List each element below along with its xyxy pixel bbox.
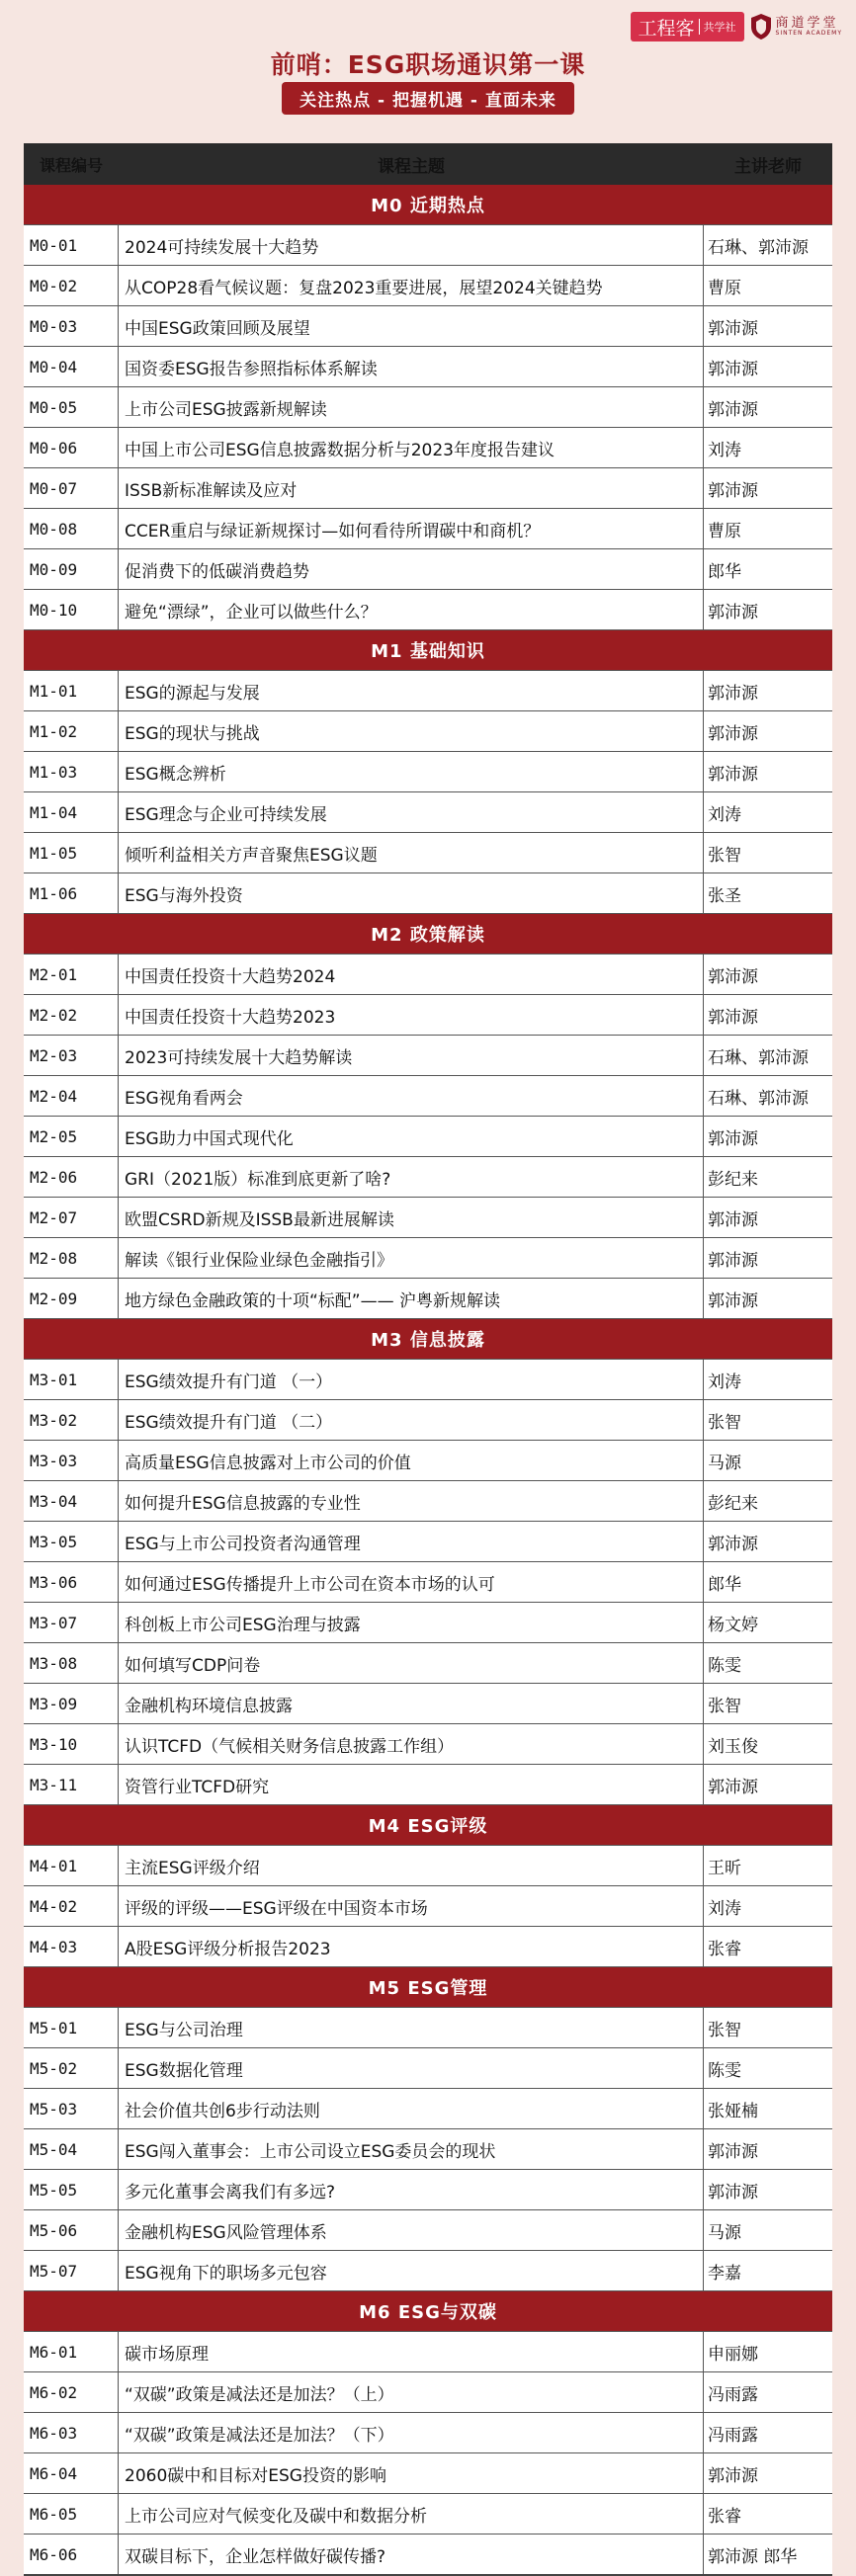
course-id: M4-02 [24,1886,119,1926]
table-row [24,2129,832,2170]
course-topic: ESG概念辨析 [119,752,704,791]
table-row [24,266,832,306]
course-teacher: 郭沛源 [708,683,758,704]
course-topic: ESG与上市公司投资者沟通管理 [119,1522,704,1561]
course-teacher: 刘涛 [708,804,741,825]
table-row [24,1279,832,1319]
course-teacher: 张睿 [708,2506,741,2527]
course-topic: 上市公司ESG披露新规解读 [119,387,704,427]
course-id: M2-07 [24,1198,119,1237]
course-topic: A股ESG评级分析报告2023 [119,1927,704,1966]
course-id: M5-03 [24,2089,119,2128]
table-row [24,2453,832,2494]
table-row [24,1076,832,1117]
course-teacher: 张智 [708,1696,741,1716]
table-row [24,1441,832,1481]
section-header: M5 ESG管理 [24,1967,832,2008]
course-id: M0-08 [24,509,119,548]
course-topic: GRI（2021版）标准到底更新了啥? [119,1157,704,1197]
course-topic: 资管行业TCFD研究 [119,1765,704,1804]
course-topic: 如何通过ESG传播提升上市公司在资本市场的认可 [119,1562,704,1602]
course-topic: 从COP28看气候议题：复盘2023重要进展，展望2024关键趋势 [119,266,704,305]
course-topic: ESG的源起与发展 [119,671,704,710]
table-row [24,1927,832,1967]
course-topic: 促消费下的低碳消费趋势 [119,549,704,589]
table-header [24,143,832,185]
course-id: M6-06 [24,2534,119,2574]
table-row [24,711,832,752]
course-topic: 如何填写CDP问卷 [119,1643,704,1683]
table-row [24,2048,832,2089]
course-teacher: 曹原 [708,521,741,541]
page-subtitle: 关注热点 - 把握机遇 - 直面未来 [282,82,574,115]
course-id: M0-03 [24,306,119,346]
course-topic: 评级的评级——ESG评级在中国资本市场 [119,1886,704,1926]
table-row [24,1522,832,1562]
course-teacher: 张智 [708,1412,741,1433]
table-row [24,671,832,711]
course-topic: 双碳目标下，企业怎样做好碳传播? [119,2534,704,2574]
course-topic: ESG视角下的职场多元包容 [119,2251,704,2290]
course-teacher: 彭纪来 [708,1169,758,1190]
table-row [24,306,832,347]
course-teacher: 杨文婷 [708,1615,758,1635]
course-topic: 主流ESG评级介绍 [119,1846,704,1885]
table-row [24,1765,832,1805]
course-topic: 中国ESG政策回顾及展望 [119,306,704,346]
course-id: M3-11 [24,1765,119,1804]
course-id: M1-06 [24,873,119,913]
course-teacher: 刘涛 [708,1371,741,1392]
course-teacher: 刘涛 [708,1898,741,1919]
brand-name: 工程客 [638,17,695,40]
course-teacher: 郭沛源 [708,966,758,987]
course-id: M1-02 [24,711,119,751]
course-teacher: 郭沛源 郎华 [708,2546,798,2567]
course-teacher: 张睿 [708,1939,741,1959]
course-topic: 2060碳中和目标对ESG投资的影响 [119,2453,704,2493]
course-id: M5-02 [24,2048,119,2088]
course-id: M0-09 [24,549,119,589]
course-id: M6-04 [24,2453,119,2493]
section-header: M1 基础知识 [24,630,832,671]
course-id: M0-05 [24,387,119,427]
brand-sub: 共学社 [699,19,736,35]
course-topic: 金融机构环境信息披露 [119,1684,704,1723]
course-teacher: 申丽娜 [708,2344,758,2365]
academy-name-en: SINTEN ACADEMY [775,29,842,37]
course-id: M0-10 [24,590,119,629]
course-topic: 中国上市公司ESG信息披露数据分析与2023年度报告建议 [119,428,704,467]
course-teacher: 陈雯 [708,2060,741,2081]
course-topic: ESG助力中国式现代化 [119,1117,704,1156]
page-title: 前哨：ESG职场通识第一课 [270,50,586,79]
course-teacher: 郭沛源 [708,1128,758,1149]
table-row [24,225,832,266]
course-topic: 国资委ESG报告参照指标体系解读 [119,347,704,386]
course-teacher: 张智 [708,845,741,866]
table-row [24,1481,832,1522]
course-id: M3-03 [24,1441,119,1480]
table-row [24,347,832,387]
course-id: M1-04 [24,792,119,832]
course-teacher: 刘涛 [708,440,741,460]
course-teacher: 马源 [708,1453,741,1473]
header-id: 课程编号 [39,155,103,175]
course-id: M0-02 [24,266,119,305]
course-teacher: 郭沛源 [708,1777,758,1797]
course-topic: 高质量ESG信息披露对上市公司的价值 [119,1441,704,1480]
course-topic: ESG理念与企业可持续发展 [119,792,704,832]
course-topic: 碳市场原理 [119,2332,704,2371]
section-header: M3 信息披露 [24,1319,832,1360]
course-topic: 中国责任投资十大趋势2024 [119,955,704,994]
course-topic: ESG数据化管理 [119,2048,704,2088]
course-id: M1-05 [24,833,119,873]
course-id: M3-01 [24,1360,119,1399]
course-teacher: 郭沛源 [708,2141,758,2162]
header-topic: 课程主题 [378,156,445,177]
course-topic: “双碳”政策是减法还是加法？（上） [119,2372,704,2412]
course-id: M0-07 [24,468,119,508]
course-id: M4-01 [24,1846,119,1885]
table-row [24,1360,832,1400]
course-topic: 多元化董事会离我们有多远? [119,2170,704,2209]
logo-area [631,12,842,42]
course-topic: ESG绩效提升有门道 （二） [119,1400,704,1440]
table-row [24,1846,832,1886]
course-id: M3-08 [24,1643,119,1683]
table-row [24,955,832,995]
table-row [24,1117,832,1157]
course-teacher: 郎华 [708,1574,741,1595]
course-id: M5-06 [24,2210,119,2250]
course-teacher: 李嘉 [708,2263,741,2284]
course-teacher: 彭纪来 [708,1493,758,1514]
table-row [24,2008,832,2048]
table-body [24,185,832,2576]
course-id: M5-04 [24,2129,119,2169]
course-topic: ESG绩效提升有门道 （一） [119,1360,704,1399]
course-id: M1-01 [24,671,119,710]
course-id: M6-02 [24,2372,119,2412]
table-row [24,1562,832,1603]
course-teacher: 郭沛源 [708,1290,758,1311]
table-row [24,1684,832,1724]
course-teacher: 郭沛源 [708,2465,758,2486]
course-teacher: 郭沛源 [708,1007,758,1028]
course-topic: ESG与海外投资 [119,873,704,913]
course-teacher: 王昕 [708,1858,741,1878]
course-teacher: 郭沛源 [708,2182,758,2202]
course-id: M3-02 [24,1400,119,1440]
course-id: M5-05 [24,2170,119,2209]
course-id: M2-04 [24,1076,119,1116]
course-topic: 2023可持续发展十大趋势解读 [119,1036,704,1075]
academy-name: 商道学堂 [775,16,839,32]
brand-logo [631,12,744,42]
shield-icon [750,13,772,41]
course-id: M2-03 [24,1036,119,1075]
section-header: M4 ESG评级 [24,1805,832,1846]
course-teacher: 郭沛源 [708,1209,758,1230]
course-id: M5-07 [24,2251,119,2290]
course-id: M3-05 [24,1522,119,1561]
course-topic: ESG与公司治理 [119,2008,704,2047]
table-row [24,428,832,468]
course-topic: 社会价值共创6步行动法则 [119,2089,704,2128]
table-row [24,1886,832,1927]
table-row [24,1603,832,1643]
course-topic: 2024可持续发展十大趋势 [119,225,704,265]
course-teacher: 石琳、郭沛源 [708,1088,809,1109]
table-row [24,1036,832,1076]
course-teacher: 石琳、郭沛源 [708,1047,809,1068]
course-topic: CCER重启与绿证新规探讨—如何看待所谓碳中和商机？ [119,509,704,548]
course-teacher: 石琳、郭沛源 [708,237,809,258]
header-teacher: 主讲老师 [734,156,802,177]
course-teacher: 张娅楠 [708,2101,758,2121]
table-row [24,1198,832,1238]
course-id: M0-01 [24,225,119,265]
course-topic: ESG闯入董事会：上市公司设立ESG委员会的现状 [119,2129,704,2169]
course-topic: 欧盟CSRD新规及ISSB最新进展解读 [119,1198,704,1237]
course-topic: 金融机构ESG风险管理体系 [119,2210,704,2250]
course-id: M6-05 [24,2494,119,2534]
course-id: M3-06 [24,1562,119,1602]
course-topic: 如何提升ESG信息披露的专业性 [119,1481,704,1521]
course-teacher: 郭沛源 [708,723,758,744]
table-row [24,1400,832,1441]
course-teacher: 郭沛源 [708,399,758,420]
table-row [24,2413,832,2453]
section-header: M6 ESG与双碳 [24,2291,832,2332]
table-row [24,549,832,590]
course-teacher: 张智 [708,2020,741,2040]
table-row [24,2494,832,2534]
table-row [24,2332,832,2372]
course-id: M2-08 [24,1238,119,1278]
course-teacher: 曹原 [708,278,741,298]
course-id: M2-02 [24,995,119,1035]
course-teacher: 郭沛源 [708,318,758,339]
table-row [24,792,832,833]
course-id: M3-07 [24,1603,119,1642]
course-teacher: 郭沛源 [708,1534,758,1554]
course-topic: 倾听利益相关方声音聚焦ESG议题 [119,833,704,873]
course-id: M3-10 [24,1724,119,1764]
table-row [24,509,832,549]
table-row [24,2170,832,2210]
course-teacher: 冯雨露 [708,2384,758,2405]
course-teacher: 郭沛源 [708,1250,758,1271]
course-id: M2-01 [24,955,119,994]
course-topic: “双碳”政策是减法还是加法？（下） [119,2413,704,2452]
table-row [24,833,832,873]
course-id: M6-03 [24,2413,119,2452]
course-topic: 认识TCFD（气候相关财务信息披露工作组） [119,1724,704,1764]
course-topic: 上市公司应对气候变化及碳中和数据分析 [119,2494,704,2534]
table-row [24,1238,832,1279]
table-row [24,1157,832,1198]
table-row [24,1643,832,1684]
course-id: M2-09 [24,1279,119,1318]
course-teacher: 刘玉俊 [708,1736,758,1757]
course-teacher: 郭沛源 [708,602,758,623]
course-id: M2-05 [24,1117,119,1156]
course-teacher: 陈雯 [708,1655,741,1676]
course-id: M0-04 [24,347,119,386]
course-id: M1-03 [24,752,119,791]
table-row [24,2534,832,2576]
course-id: M4-03 [24,1927,119,1966]
course-id: M0-06 [24,428,119,467]
table-row [24,2089,832,2129]
table-row [24,590,832,630]
table-row [24,468,832,509]
course-topic: ESG的现状与挑战 [119,711,704,751]
course-teacher: 郭沛源 [708,480,758,501]
course-id: M2-06 [24,1157,119,1197]
course-topic: 解读《银行业保险业绿色金融指引》 [119,1238,704,1278]
academy-logo [750,13,842,41]
course-id: M5-01 [24,2008,119,2047]
table-row [24,2251,832,2291]
course-teacher: 马源 [708,2222,741,2243]
course-topic: 中国责任投资十大趋势2023 [119,995,704,1035]
course-topic: ESG视角看两会 [119,1076,704,1116]
table-row [24,2372,832,2413]
course-id: M3-04 [24,1481,119,1521]
course-table [24,143,832,2576]
course-teacher: 冯雨露 [708,2425,758,2446]
table-row [24,2210,832,2251]
course-id: M3-09 [24,1684,119,1723]
table-row [24,387,832,428]
course-topic: ISSB新标准解读及应对 [119,468,704,508]
table-row [24,752,832,792]
course-teacher: 张圣 [708,885,741,906]
section-header: M0 近期热点 [24,185,832,225]
table-row [24,873,832,914]
course-topic: 地方绿色金融政策的十项“标配”—— 沪粤新规解读 [119,1279,704,1318]
table-row [24,995,832,1036]
course-teacher: 郭沛源 [708,764,758,785]
course-topic: 科创板上市公司ESG治理与披露 [119,1603,704,1642]
course-teacher: 郭沛源 [708,359,758,379]
section-header: M2 政策解读 [24,914,832,955]
course-topic: 避免“漂绿”，企业可以做些什么？ [119,590,704,629]
table-row [24,1724,832,1765]
course-id: M6-01 [24,2332,119,2371]
course-teacher: 郎华 [708,561,741,582]
